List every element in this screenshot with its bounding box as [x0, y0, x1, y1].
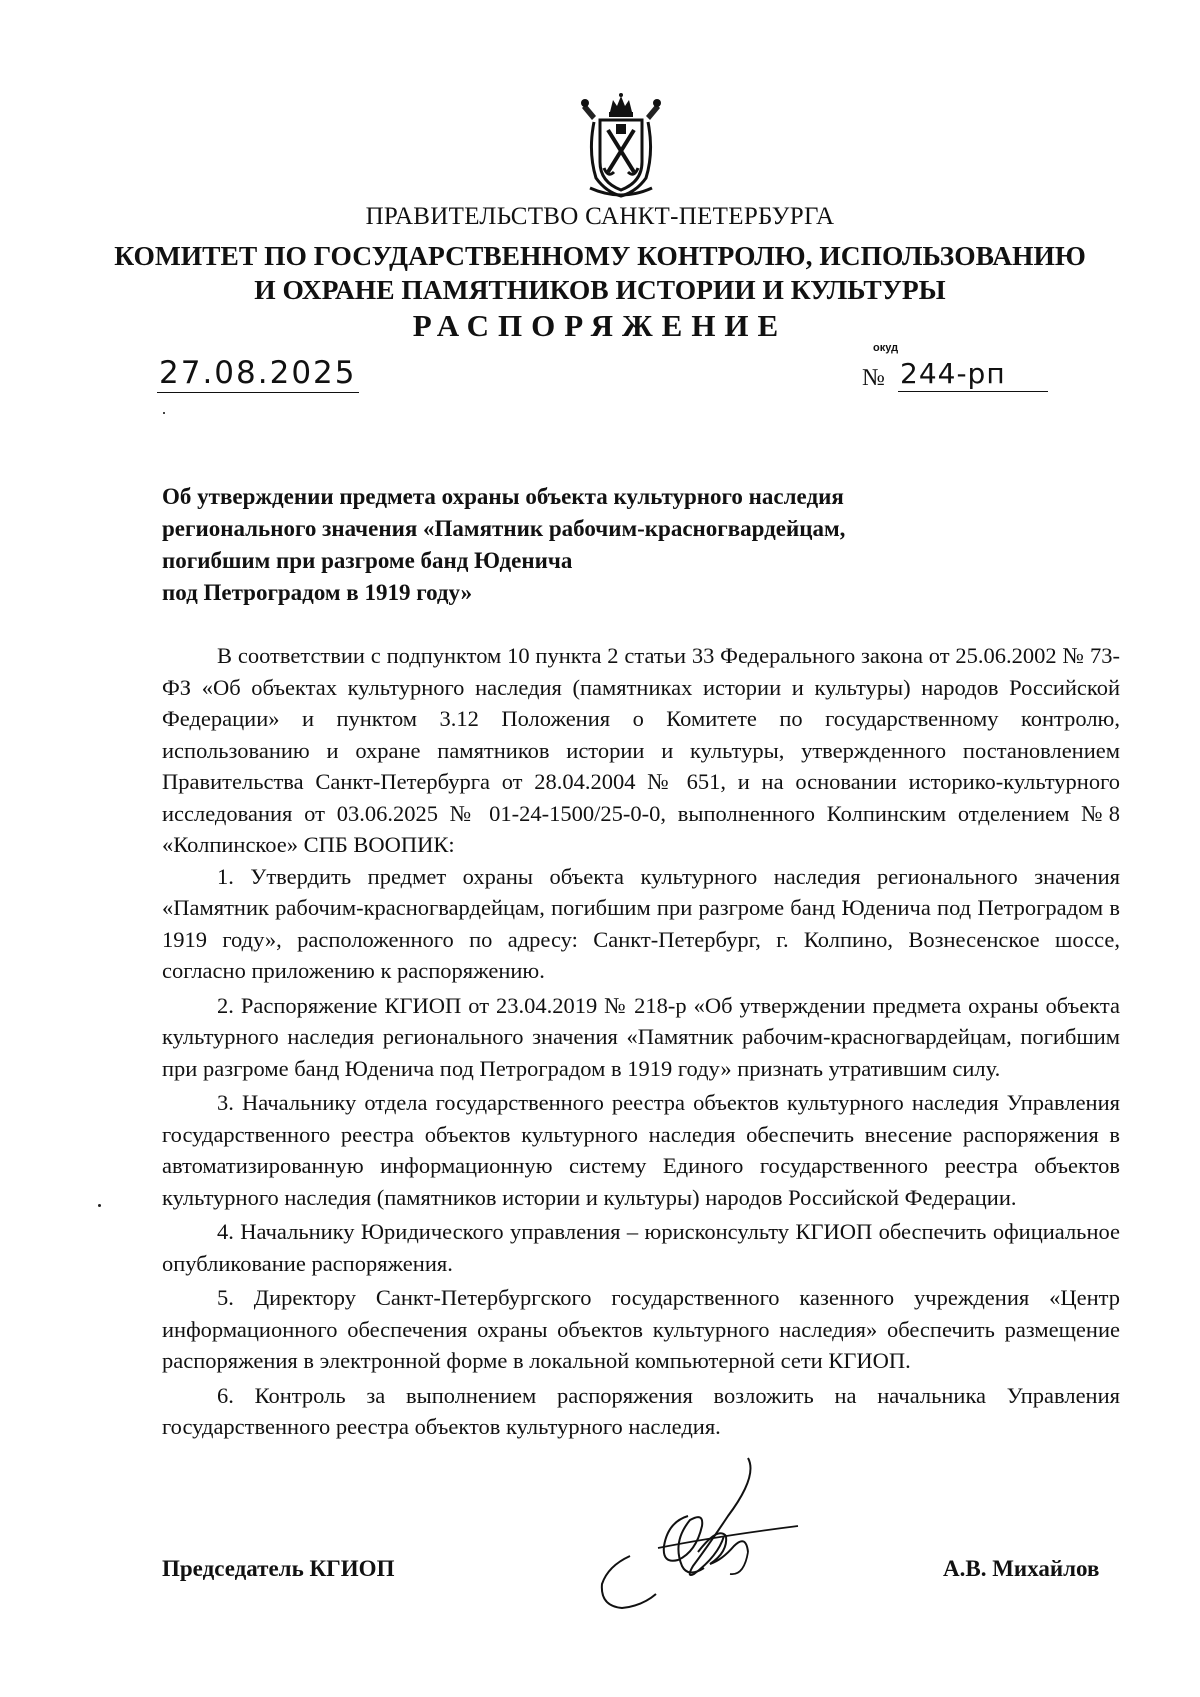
number-underline	[898, 391, 1048, 392]
signatory-title: Председатель КГИОП	[162, 1556, 395, 1581]
order-item-3: 3. Начальнику отдела государственного реестра объектов культурного наследия Управления государственного реестра объектов культурного наследия обеспечить внесение распоряжения в автоматизированную информационную систему Единого государственного реестра объектов культурного наследия (памятников истории и культуры) народов Российской Федерации.	[162, 1090, 1120, 1210]
saint-petersburg-coat-of-arms-icon	[580, 92, 662, 198]
order-item-1: 1. Утвердить предмет охраны объекта культурного наследия регионального значения «Памятник рабочим-красногвардейцам, погибшим при разгроме банд Юденича под Петроградом в 1919 году», расположенного по адресу: Санкт-Петербург, г. Колпино, Вознесенское шоссе, согласно приложению к распоряжению.	[162, 863, 1120, 983]
document-date: 27.08.2025	[159, 355, 357, 391]
order-item-2: 2. Распоряжение КГИОП от 23.04.2019 № 218-р «Об утверждении предмета охраны объекта культурного наследия регионального значения «Памятник рабочим-красногвардейцам, погибшим при разгроме банд Юденича под Петроградом в 1919 году» признать утратившим силу.	[162, 992, 1120, 1081]
document-subject	[162, 481, 922, 609]
subject-line: регионального значения «Памятник рабочим-красногвардейцам,	[162, 516, 846, 541]
committee-name	[0, 239, 1200, 307]
handwritten-signature-icon	[598, 1456, 838, 1616]
order-item-6: 6. Контроль за выполнением распоряжения возложить на начальника Управления государственного реестра объектов культурного наследия.	[162, 1382, 1120, 1439]
scan-speck	[163, 412, 165, 414]
scan-speck	[98, 1204, 101, 1207]
document-type: РАСПОРЯЖЕНИЕ	[412, 308, 788, 343]
government-name: ПРАВИТЕЛЬСТВО САНКТ-ПЕТЕРБУРГА	[365, 203, 835, 230]
subject-line: под Петроградом в 1919 году»	[162, 580, 473, 605]
preamble-paragraph: В соответствии с подпунктом 10 пункта 2 статьи 33 Федерального закона от 25.06.2002 № 73-ФЗ «Об объектах культурного наследия (памятниках истории и культуры) народов Российской Федерации» и пунктом 3.12 Положения о Комитете по государственному контролю, использованию и охране памятников истории и культуры, утвержденного постановлением Правительства Санкт-Петербурга от 28.04.2004 № 651, и на основании историко-культурного исследования от 03.06.2025 № 01-24-1500/25-0-0, выполненного Колпинским отделением №8 «Колпинское» СПБ ВООПИК:	[162, 643, 1120, 857]
committee-name-line1: КОМИТЕТ ПО ГОСУДАРСТВЕННОМУ КОНТРОЛЮ, ИСПОЛЬЗОВАНИЮ	[114, 240, 1086, 271]
signatory-name: А.В. Михайлов	[943, 1556, 1100, 1581]
document-number	[862, 357, 1048, 397]
number-value: 244-рп	[900, 357, 1006, 390]
subject-line: Об утверждении предмета охраны объекта культурного наследия	[162, 484, 844, 509]
okud-label: окуд	[873, 342, 899, 354]
order-item-5: 5. Директору Санкт-Петербургского государственного казенного учреждения «Центр информационного обеспечения охраны объектов культурного наследия» обеспечить размещение распоряжения в электронной форме в локальной компьютерной сети КГИОП.	[162, 1285, 1120, 1373]
document-body	[162, 640, 1120, 1443]
number-sign: №	[862, 365, 885, 391]
committee-name-line2: И ОХРАНЕ ПАМЯТНИКОВ ИСТОРИИ И КУЛЬТУРЫ	[254, 274, 946, 305]
subject-line: погибшим при разгроме банд Юденича	[162, 548, 573, 573]
order-item-4: 4. Начальнику Юридического управления – юрисконсульту КГИОП обеспечить официальное опубликование распоряжения.	[162, 1219, 1120, 1276]
